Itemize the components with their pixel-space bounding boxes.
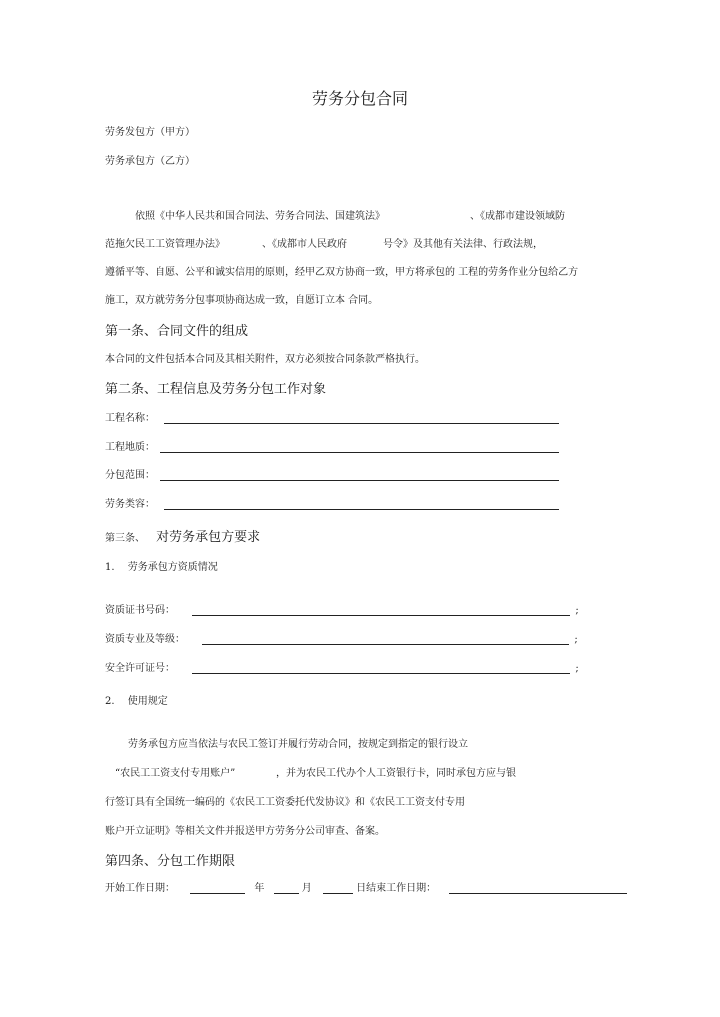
- page-title: 劳务分包合同: [311, 89, 408, 108]
- start-day-blank[interactable]: [190, 882, 245, 894]
- field-label: 分包范围：: [105, 470, 155, 481]
- field-label: 安全许可证号：: [105, 663, 175, 674]
- subsection-title: 劳务承包方资质情况: [127, 562, 218, 573]
- intro-line-3: 遵循平等、自愿、公平和诚实信用的原则，经甲乙双方协商一致，甲方将承包的 工程的劳务作业分包给乙方: [105, 267, 579, 278]
- blank-line[interactable]: [202, 633, 569, 645]
- field-qualification-cert: [105, 601, 579, 616]
- field-qualification-grade: [105, 630, 578, 645]
- blank-line[interactable]: [164, 498, 559, 510]
- usage-para-4: 账户开立证明》等相关文件并报送甲方劳务分公司审查、备案。: [105, 826, 385, 837]
- blank-line[interactable]: [164, 412, 559, 424]
- field-subcontract-scope: [105, 466, 559, 481]
- day-blank[interactable]: [323, 882, 353, 894]
- blank-line[interactable]: [160, 441, 559, 453]
- subsection-title: 使用规定: [127, 696, 168, 707]
- end-date-blank[interactable]: [449, 882, 627, 894]
- intro-line-2a: 范拖欠民工工资管理办法》: [105, 239, 225, 250]
- field-labor-content: [105, 495, 559, 510]
- year-label: 年: [254, 883, 265, 894]
- subsection-2: [105, 692, 168, 707]
- blank-line[interactable]: [192, 604, 570, 616]
- party-a-label: 劳务发包方（甲方）: [105, 127, 195, 138]
- field-label: 资质专业及等级：: [105, 634, 185, 645]
- article-2-heading: 第二条、工程信息及劳务分包工作对象: [105, 382, 327, 397]
- article-1-text: 本合同的文件包括本合同及其相关附件，双方必须按合同条款严格执行。: [105, 354, 425, 365]
- intro-line-1a: 依照《中华人民共和国合同法、劳务合同法、国建筑法》: [135, 211, 385, 222]
- semicolon: ;: [575, 605, 579, 616]
- end-date-label: 日结束工作日期：: [356, 883, 437, 894]
- field-project-name: [105, 409, 559, 424]
- field-project-geology: [105, 438, 559, 453]
- party-b-label: 劳务承包方（乙方）: [105, 156, 195, 167]
- article-3-title: 对劳务承包方要求: [156, 530, 261, 545]
- semicolon: ;: [574, 634, 578, 645]
- field-safety-license: [105, 659, 579, 674]
- usage-para-3: 行签订具有全国统一编码的《农民工工资委托代发协议》和《农民工工资支付专用: [105, 797, 465, 808]
- article-1-heading: 第一条、合同文件的组成: [105, 324, 249, 339]
- subsection-number: 1.: [105, 562, 115, 573]
- field-label: 工程名称：: [105, 413, 155, 424]
- intro-line-1b: 、《成都市建设领域防: [470, 211, 565, 222]
- usage-para-1: 劳务承包方应当依法与农民工签订并履行劳动合同，按规定到指定的银行设立: [128, 739, 468, 750]
- blank-line[interactable]: [160, 469, 559, 481]
- intro-line-4: 施工，双方就劳务分包事项协商达成一致，自愿订立本 合同。: [105, 295, 379, 306]
- article-4-heading: 第四条、分包工作期限: [105, 854, 236, 869]
- usage-para-2a: “农民工工资支付专用账户”: [115, 768, 236, 779]
- semicolon: ;: [575, 663, 579, 674]
- intro-line-2c: 号令》及其他有关法律、行政法规，: [383, 239, 543, 250]
- intro-line-2b: 、《成都市人民政府: [262, 239, 347, 250]
- field-label: 资质证书号码：: [105, 605, 175, 616]
- blank-line[interactable]: [192, 662, 570, 674]
- field-label: 劳务类容：: [105, 499, 155, 510]
- month-label: 月: [301, 883, 312, 894]
- start-date-label: 开始工作日期：: [105, 883, 175, 894]
- field-label: 工程地质：: [105, 442, 155, 453]
- subsection-number: 2.: [105, 696, 115, 707]
- usage-para-2b: ，并为农民工代办个人工资银行卡，同时承包方应与银: [276, 768, 516, 779]
- month-blank[interactable]: [274, 882, 299, 894]
- article-3-heading: [105, 526, 260, 545]
- article-3-prefix: 第三条、: [105, 533, 145, 544]
- work-period-row: [105, 879, 627, 894]
- subsection-1: [105, 558, 218, 573]
